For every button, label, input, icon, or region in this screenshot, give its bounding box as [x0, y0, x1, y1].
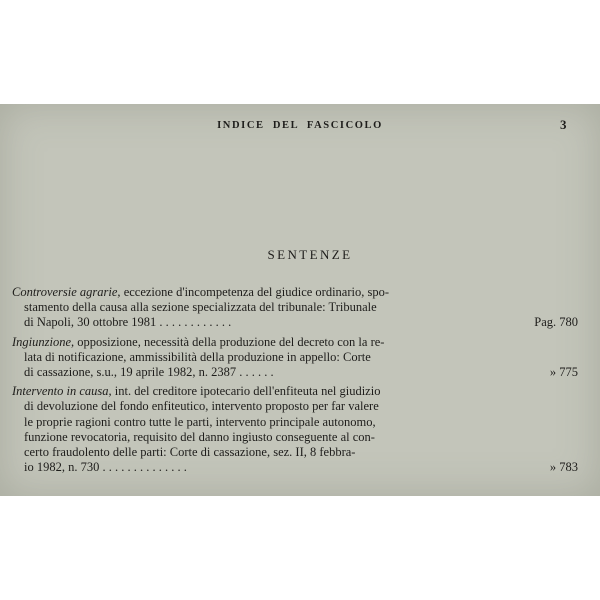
- entry-page-ref: Pag. 780: [534, 315, 578, 330]
- entry-line: le proprie ragioni contro tutte le parti, intervento principale autonomo,: [24, 414, 376, 429]
- entry-line: funzione revocatoria, requisito del danno ingiusto conseguente al con-: [24, 429, 375, 444]
- entry-page-ref: » 783: [549, 460, 578, 475]
- entry-text: opposizione, necessità della produzione del decreto con la re-: [74, 334, 385, 349]
- entry-line: [12, 315, 592, 330]
- index-entries: [12, 285, 592, 479]
- entry-line: [12, 460, 592, 475]
- section-title: SENTENZE: [267, 247, 353, 262]
- page-number: 3: [560, 117, 567, 132]
- entry-line: stamento della causa alla sezione specializzata del tribunale: Tribunale: [24, 300, 377, 315]
- entry-term: Controversie agrarie,: [12, 285, 121, 299]
- entry-line: [12, 365, 592, 380]
- entry-line: certo fraudolento delle parti: Corte di cassazione, sez. II, 8 febbra-: [24, 445, 356, 460]
- entry-page-ref: » 775: [549, 365, 578, 380]
- entry-line: [12, 384, 592, 399]
- entry-text: di cassazione, s.u., 19 aprile 1982, n. 2387 . . . . . .: [24, 365, 274, 380]
- running-title: INDICE DEL FASCICOLO: [217, 120, 383, 131]
- entry-text: di Napoli, 30 ottobre 1981 . . . . . . . . . . . .: [24, 315, 232, 330]
- book-page: [0, 104, 600, 496]
- entry-line: [12, 285, 592, 300]
- entry-text: int. del creditore ipotecario dell'enfiteuta nel giudizio: [111, 384, 381, 399]
- entry-line: lata di notificazione, ammissibilità della produzione in appello: Corte: [24, 349, 371, 364]
- index-entry: [12, 335, 592, 381]
- entry-term: Ingiunzione,: [12, 334, 75, 349]
- entry-text: io 1982, n. 730 . . . . . . . . . . . . . .: [24, 460, 187, 475]
- entry-text: eccezione d'incompetenza del giudice ordinario, spo-: [120, 285, 390, 299]
- index-entry: [12, 285, 592, 331]
- index-entry: [12, 384, 592, 475]
- entry-line: [12, 335, 592, 350]
- entry-term: Intervento in causa,: [12, 384, 112, 399]
- entry-line: di devoluzione del fondo enfiteutico, intervento proposto per far valere: [24, 399, 379, 414]
